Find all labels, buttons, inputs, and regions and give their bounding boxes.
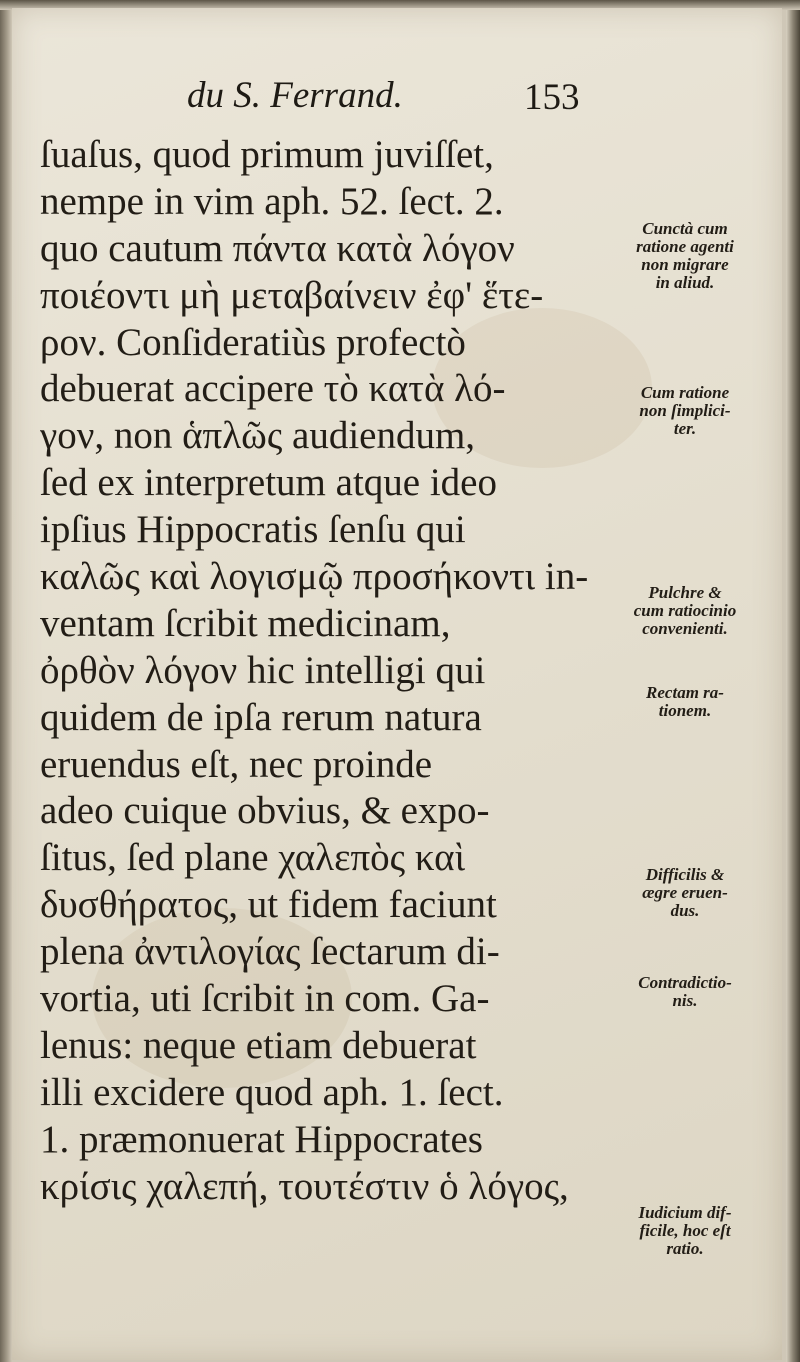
book-page	[12, 8, 782, 1360]
page-fore-edge	[786, 0, 800, 1362]
page-number: 153	[524, 77, 580, 118]
margin-note-line: ratio.	[666, 1239, 704, 1258]
margin-note	[597, 384, 773, 438]
margin-notes-column	[597, 8, 777, 1360]
margin-note-line: Pulchre &	[648, 583, 722, 602]
text-line: nempe in vim aph. 52. ſect. 2.	[40, 179, 504, 223]
text-line: ſed ex interpretum atque ideo	[40, 461, 497, 505]
margin-note-line: convenienti.	[642, 619, 728, 638]
margin-note	[597, 866, 773, 920]
text-line: debuerat accipere τὸ κατὰ λό-	[40, 367, 506, 411]
text-line: γον, non ἁπλῶς audiendum,	[40, 414, 476, 458]
margin-note-line: Iudicium dif-	[638, 1203, 732, 1222]
margin-note-line: ratione agenti	[636, 237, 734, 256]
text-line: ipſius Hippocratis ſenſu qui	[40, 508, 466, 552]
text-line: καλῶς καὶ λογισμῷ προσήκοντι in-	[40, 555, 589, 599]
text-line: quo cautum πάντα κατὰ λόγον	[40, 226, 515, 270]
margin-note-line: non ſimplici-	[639, 401, 731, 420]
margin-note-line: ægre eruen-	[642, 883, 728, 902]
margin-note-line: cum ratiocinio	[633, 601, 737, 620]
text-line: eruendus eſt, nec proinde	[40, 742, 433, 786]
margin-note-line: Contradictio-	[638, 973, 732, 992]
margin-note-line: nis.	[672, 991, 698, 1010]
text-line: plena ἀντιλογίας ſectarum di-	[40, 930, 500, 974]
text-line: ποιέοντι μὴ μεταβαίνειν ἐφ' ἕτε-	[40, 273, 544, 317]
text-line: ſitus, ſed plane χαλεπὸς καὶ	[40, 836, 466, 880]
running-title: du S. Ferrand.	[187, 75, 403, 116]
margin-note-line: Cum ratione	[640, 383, 730, 402]
margin-note-line: non migrare	[641, 255, 729, 274]
margin-note	[597, 584, 773, 638]
margin-note-line: Cunctà cum	[642, 219, 728, 238]
text-line: 1. præmonuerat Hippocrates	[40, 1117, 483, 1161]
text-line: quidem de ipſa rerum natura	[40, 695, 482, 739]
margin-note	[597, 1204, 773, 1258]
margin-note-line: Difficilis &	[645, 865, 725, 884]
text-line: ὀρθὸν λόγον hic intelligi qui	[40, 648, 486, 692]
margin-note-line: Rectam ra-	[646, 683, 724, 702]
margin-note	[597, 220, 773, 292]
margin-note-line: ficile, hoc eſt	[639, 1221, 731, 1240]
margin-note-line: in aliud.	[655, 273, 715, 292]
text-line: δυσθήρατος, ut fidem faciunt	[40, 883, 497, 927]
text-line: κρίσις χαλεπή, τουτέστιν ὁ λόγος,	[40, 1164, 569, 1208]
text-line: adeo cuique obvius, & expo-	[40, 789, 490, 833]
book-gutter-edge	[0, 0, 12, 1362]
text-line: ſuaſus, quod primum juviſſet,	[40, 133, 494, 176]
text-line: vortia, uti ſcribit in com. Ga-	[40, 977, 490, 1021]
margin-note-line: dus.	[670, 901, 700, 920]
margin-note-line: ter.	[673, 419, 697, 438]
main-text-column	[40, 132, 600, 1210]
text-line: ventam ſcribit medicinam,	[40, 601, 451, 645]
margin-note	[597, 974, 773, 1010]
text-line: lenus: neque etiam debuerat	[40, 1023, 477, 1067]
text-line: illi excidere quod aph. 1. ſect.	[40, 1070, 504, 1114]
margin-note-line: tionem.	[658, 701, 712, 720]
margin-note	[597, 684, 773, 720]
text-line: ρον. Conſideratiùs profectò	[40, 320, 466, 364]
